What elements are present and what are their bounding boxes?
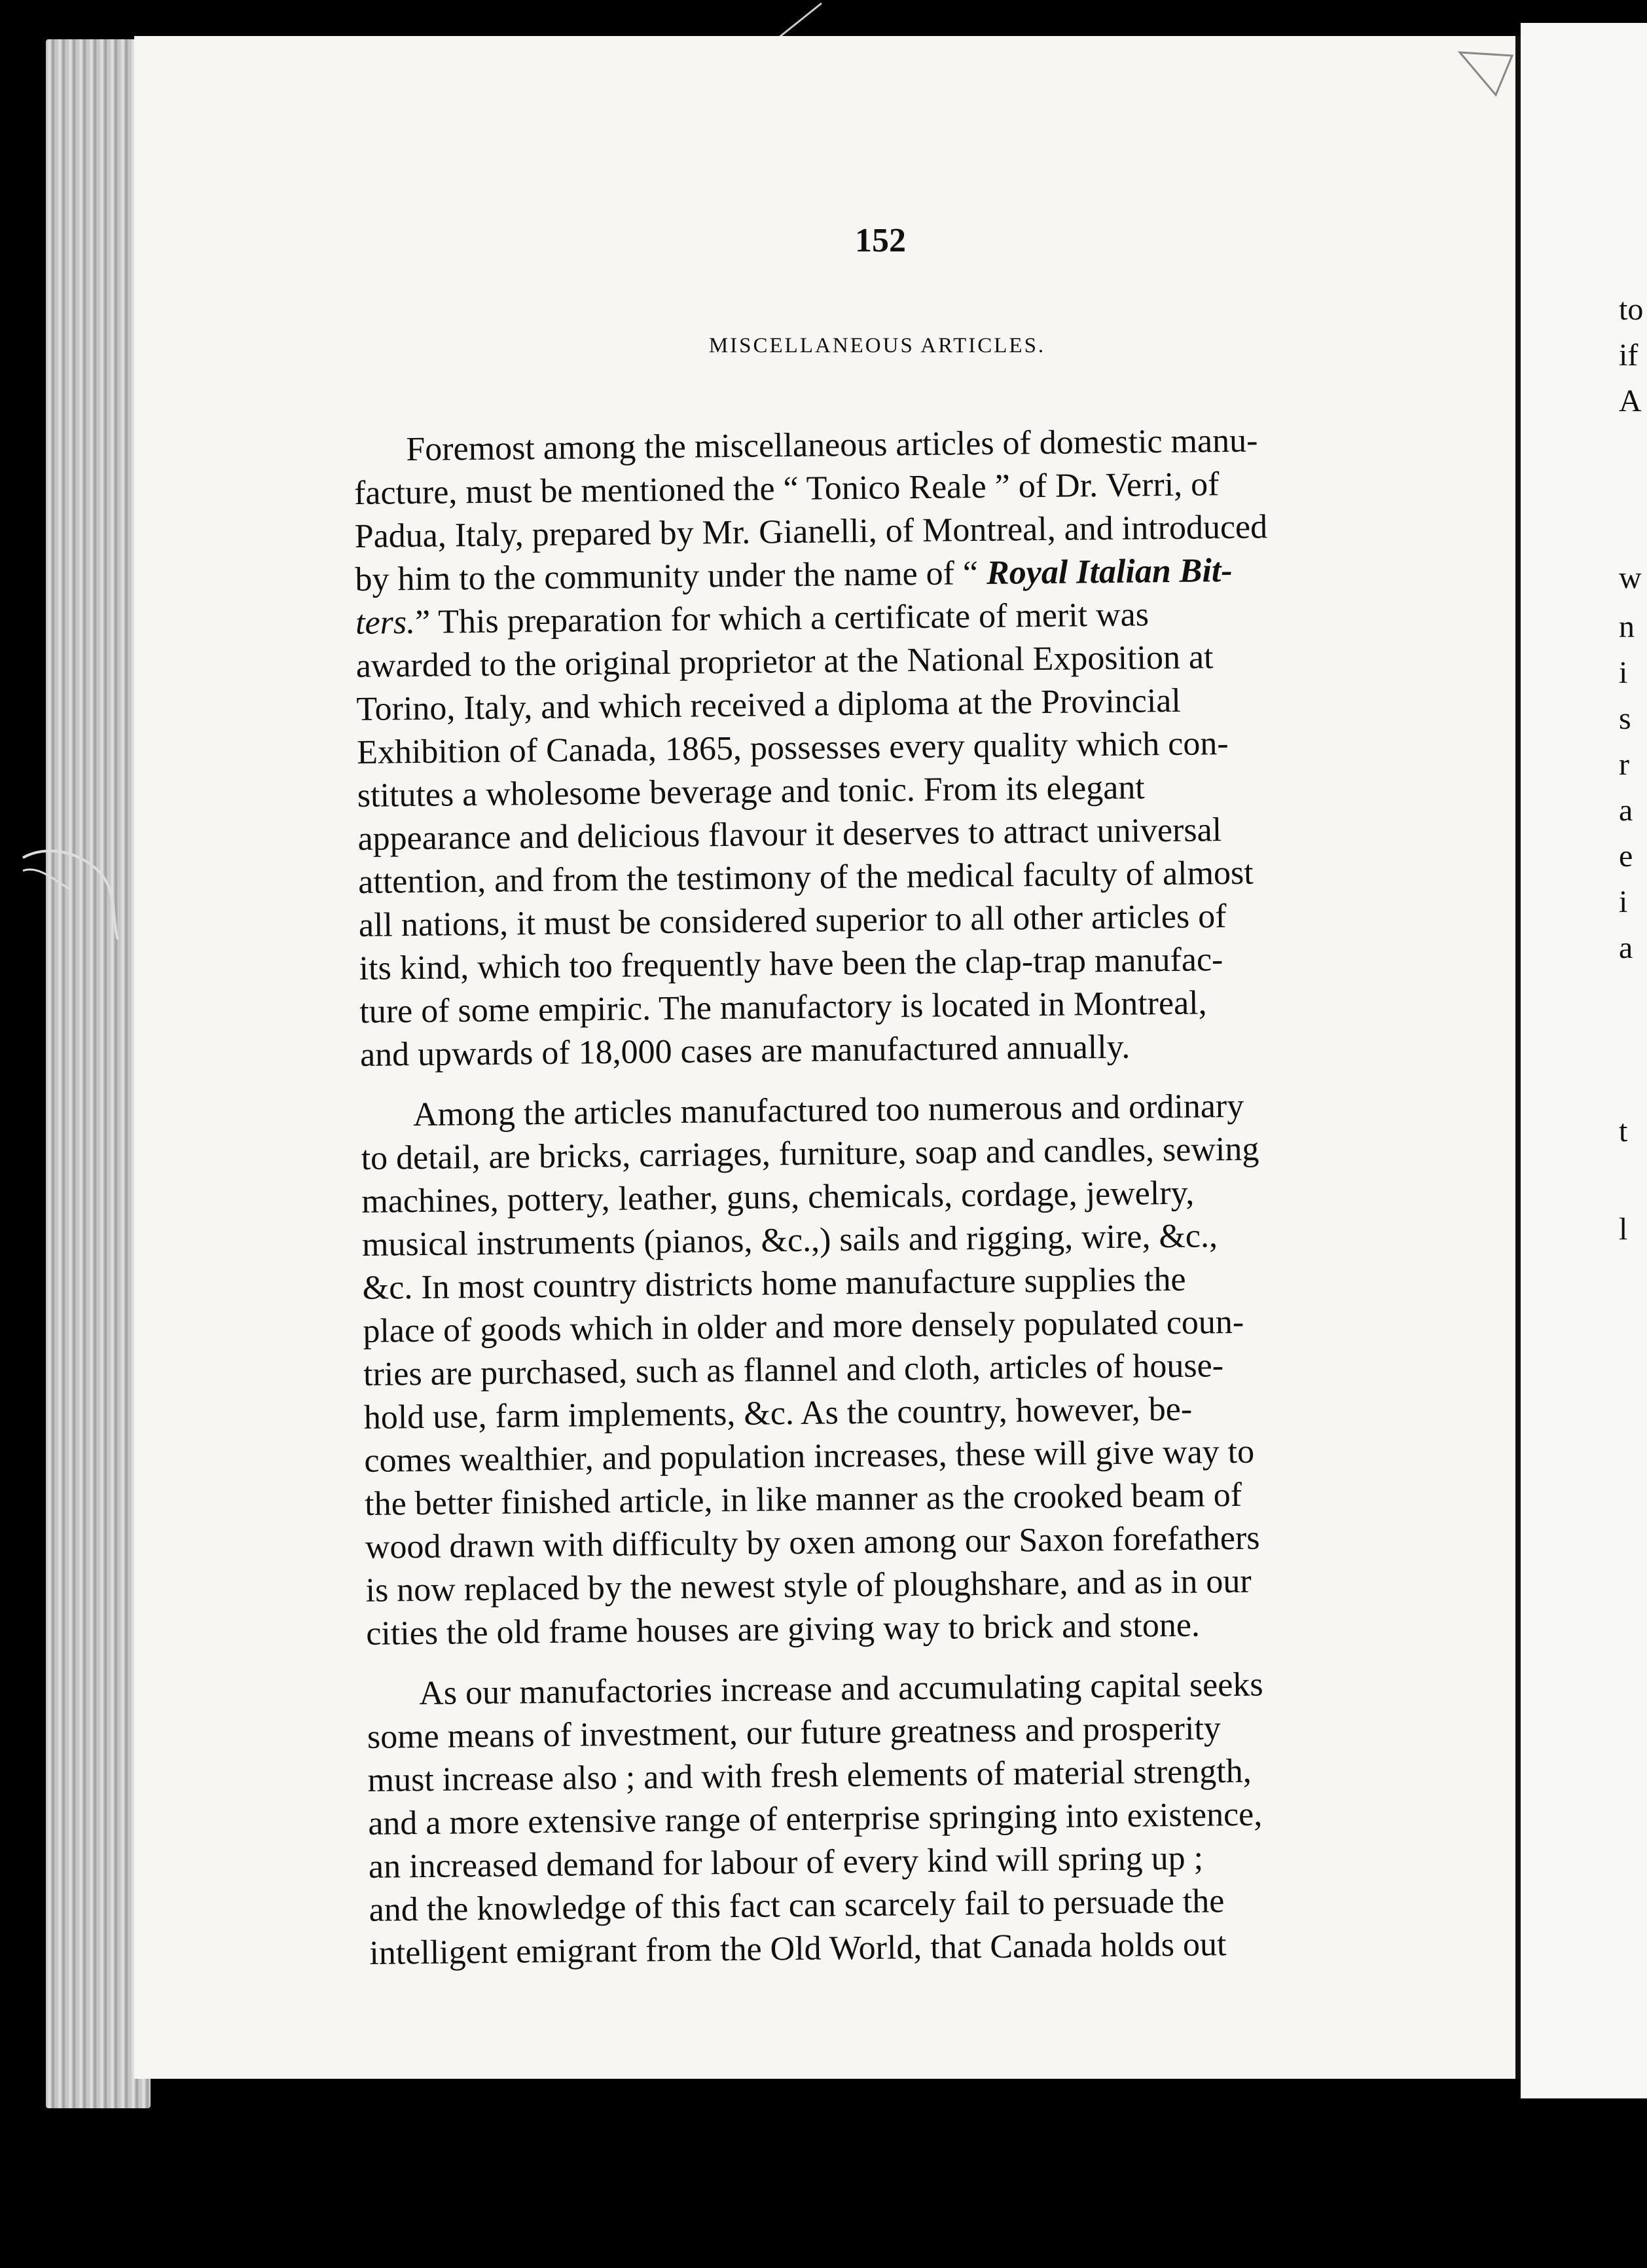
facing-page-fragment: t — [1619, 1114, 1628, 1148]
text-line: stitutes a wholesome beverage and tonic. From its elegant — [357, 769, 1146, 814]
text-line: all nations, it must be considered superior to all other articles of — [358, 898, 1227, 944]
text-line: ters.” This preparation for which a certificate of merit was — [355, 596, 1149, 642]
text-line: by him to the community under the name of “ Royal Italian Bit- — [355, 551, 1233, 598]
corner-fold-mark — [1457, 49, 1515, 98]
text-line: hold use, farm implements, &c. As the country, however, be- — [363, 1390, 1193, 1436]
facing-page-fragment: i — [1619, 885, 1628, 919]
facing-page-fragment: to — [1619, 292, 1644, 327]
text-line: Torino, Italy, and which received a diploma at the Provincial — [356, 682, 1182, 728]
text-line: comes wealthier, and population increases, these will give way to — [364, 1433, 1255, 1480]
text-line: Foremost among the miscellaneous articles of domestic manu- — [406, 422, 1258, 469]
facing-page — [1521, 23, 1647, 2098]
text-line: the better finished article, in like manner as the crooked beam of — [364, 1476, 1242, 1523]
facing-page-fragment: a — [1619, 793, 1633, 828]
facing-page-fragment: a — [1619, 930, 1633, 965]
text-line: and the knowledge of this fact can scarcely fail to persuade the — [369, 1882, 1225, 1929]
text-line: Exhibition of Canada, 1865, possesses every quality which con- — [356, 725, 1229, 771]
text-line: is now replaced by the newest style of ploughshare, and as in our — [365, 1562, 1252, 1609]
text-line: musical instruments (pianos, &c.,) sails and rigging, wire, &c., — [361, 1217, 1218, 1264]
facing-page-fragment: l — [1619, 1212, 1628, 1247]
text-line: ture of some empiric. The manufactory is located in Montreal, — [359, 984, 1207, 1031]
facing-page-fragment: if — [1619, 338, 1638, 373]
text-line: Padua, Italy, prepared by Mr. Gianelli, of Montreal, and introduced — [354, 508, 1268, 555]
text-line: some means of investment, our future greatness and prosperity — [367, 1710, 1222, 1756]
facing-page-fragment: w — [1619, 560, 1642, 595]
text-line: wood drawn with difficulty by oxen among our Saxon forefathers — [365, 1519, 1260, 1566]
scan-left-border — [0, 0, 52, 2268]
text-line: &c. In most country districts home manufacture supplies the — [362, 1260, 1186, 1307]
text-line: appearance and delicious flavour it deserves to attract universal — [357, 811, 1222, 858]
body-text — [353, 417, 1470, 1975]
text-line: tries are purchased, such as flannel and cloth, articles of house- — [363, 1347, 1224, 1393]
text-line: intelligent emigrant from the Old World, that Canada holds out — [369, 1926, 1227, 1972]
page-number: 152 — [855, 222, 906, 259]
facing-page-fragment: i — [1619, 655, 1628, 690]
facing-page-fragment: r — [1619, 747, 1629, 782]
text-line: to detail, are bricks, carriages, furniture, soap and candles, sewing — [361, 1130, 1259, 1177]
text-line: Among the articles manufactured too numerous and ordinary — [412, 1087, 1244, 1134]
facing-page-fragment: n — [1619, 610, 1635, 644]
text-line: As our manufactories increase and accumulating capital seeks — [418, 1666, 1263, 1713]
text-line: and a more extensive range of enterprise springing into existence, — [368, 1795, 1263, 1842]
facing-page-fragment: A — [1619, 384, 1642, 418]
facing-page-fragment: e — [1619, 839, 1633, 873]
text-line: its kind, which too frequently have been the clap-trap manufac- — [359, 941, 1223, 987]
text-line: an increased demand for labour of every kind will spring up ; — [368, 1839, 1204, 1886]
text-line: and upwards of 18,000 cases are manufactured annually. — [359, 1028, 1131, 1074]
text-line: attention, and from the testimony of the medical faculty of almost — [357, 854, 1254, 901]
stray-mark — [20, 845, 124, 943]
text-line: must increase also ; and with fresh elements of material strength, — [367, 1752, 1252, 1799]
text-line: cities the old frame houses are giving way to brick and stone. — [365, 1606, 1201, 1653]
text-line: awarded to the original proprietor at the National Exposition at — [355, 638, 1214, 685]
text-line: facture, must be mentioned the “ Tonico Reale ” of Dr. Verri, of — [353, 466, 1220, 512]
section-title: MISCELLANEOUS ARTICLES. — [708, 334, 1046, 357]
facing-page-fragment: s — [1619, 701, 1631, 736]
text-line: place of goods which in older and more densely populated coun- — [363, 1303, 1244, 1350]
text-line: machines, pottery, leather, guns, chemicals, cordage, jewelry, — [361, 1174, 1195, 1220]
